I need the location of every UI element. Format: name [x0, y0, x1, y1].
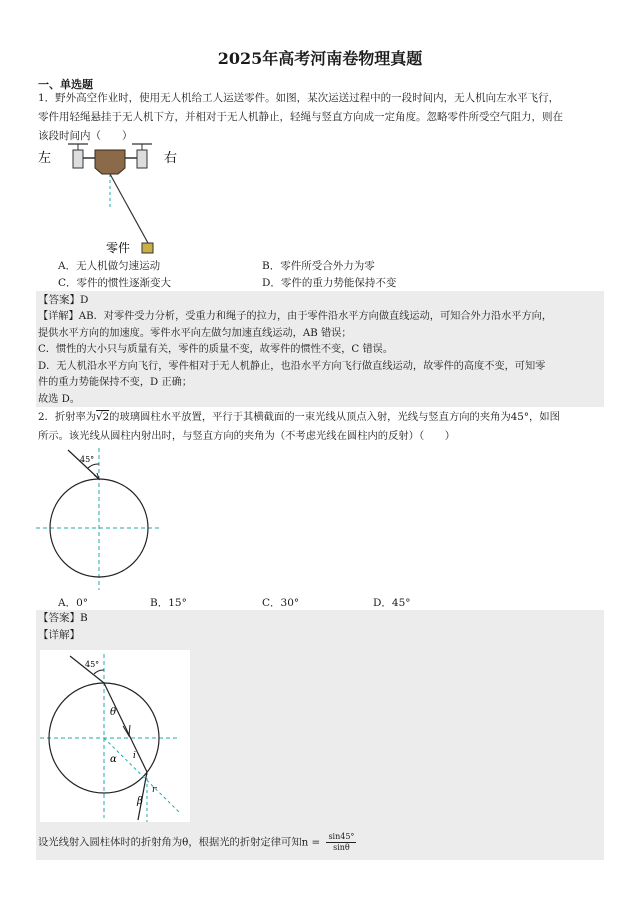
beta-label: β — [137, 796, 143, 807]
q1-option-b[interactable]: B．零件所受合外力为零 — [262, 260, 375, 272]
q2-cylinder-figure — [36, 448, 166, 590]
q2-stem-b: 的玻璃圆柱水平放置，平行于其横截面的一束光线从顶点入射，光线与竖直方向的夹角为45°，如图 — [109, 411, 560, 423]
q2-stem-line2: 所示。该光线从圆柱内射出时，与竖直方向的夹角为（不考虑光线在圆柱内的反射）（ ） — [38, 430, 456, 442]
q2-last-line: 设光线射入圆柱体时的折射角为θ，根据光的折射定律可知n = — [38, 836, 321, 849]
q2-option-c[interactable]: C．30° — [262, 597, 300, 609]
q2-stem — [38, 408, 618, 446]
q1-detail-line: C．惯性的大小只与质量有关，零件的质量不变，故零件的惯性不变，C 错误。 — [38, 344, 394, 355]
q1-detail-line: 件的重力势能保持不变，D 正确； — [38, 377, 193, 388]
page-title: 2025年高考河南卷物理真题 — [217, 49, 423, 68]
q2-option-d[interactable]: D．45° — [373, 597, 411, 609]
q1-option-d[interactable]: D．零件的重力势能保持不变 — [262, 277, 397, 289]
angle-arc — [94, 670, 104, 674]
label-left: 左 — [38, 151, 52, 166]
q1-detail-line: 【详解】AB．对零件受力分析，受重力和绳子的拉力，由于零件沿水平方向做直线运动，可知合外力沿水平方向， — [38, 311, 553, 322]
q2-stem-a: 2．折射率为 — [38, 411, 97, 423]
q2-answer-block — [36, 610, 604, 860]
q2-solution-figure — [40, 650, 190, 822]
q1-stem-line: 零件用轻绳悬挂于无人机下方，并相对于无人机静止，轻绳与竖直方向成一定角度。忽略零件所受空气阻力，则在 — [38, 111, 563, 123]
q1-drone-figure — [36, 140, 196, 258]
q1-answer-block — [36, 291, 604, 407]
q2-option-a[interactable]: A．0° — [58, 597, 89, 609]
q1-stem-line: 该段时间内（ ） — [38, 130, 133, 142]
q2-detail-label: 【详解】 — [38, 629, 80, 641]
q2-sqrt: √2 — [96, 411, 110, 423]
q1-stem-line: 1．野外高空作业时，使用无人机给工人运送零件。如图，某次运送过程中的一段时间内，无人机向左水平飞行， — [38, 92, 560, 104]
q1-option-c[interactable]: C．零件的惯性逐渐变大 — [58, 277, 172, 289]
label-part: 零件 — [106, 241, 131, 255]
q1-detail-line: 故选 D。 — [38, 393, 80, 405]
angle-arc — [88, 464, 99, 468]
q2-formula-line — [38, 832, 356, 853]
fraction — [326, 832, 356, 853]
q1-option-a[interactable]: A．无人机做匀速运动 — [58, 260, 161, 272]
q1-detail-line: 提供水平方向的加速度。零件水平向左做匀加速直线运动，AB 错误； — [38, 327, 352, 339]
i-label: i — [133, 751, 136, 761]
fraction-denominator: sinθ — [333, 843, 350, 852]
fraction-numerator: sin45° — [328, 832, 355, 841]
rope — [110, 174, 148, 243]
q1-stem — [38, 89, 618, 146]
q2-option-b[interactable]: B．15° — [150, 597, 187, 609]
q1-detail-line: D．无人机沿水平方向飞行，零件相对于无人机静止，也沿水平方向飞行做直线运动，故零件的高度不变，可知零 — [38, 360, 546, 372]
section-heading: 一、单选题 — [38, 78, 93, 91]
q1-answer: 【答案】D — [38, 294, 89, 306]
angle-label: 45° — [80, 455, 95, 464]
r-label: r — [152, 785, 157, 795]
angle-label: 45° — [85, 660, 100, 669]
q2-stem-line1 — [38, 408, 618, 427]
label-right: 右 — [164, 151, 178, 166]
alpha-label: α — [110, 754, 117, 765]
q2-answer: 【答案】B — [38, 612, 88, 624]
drone-icon — [68, 144, 152, 174]
theta-label: θ — [110, 707, 117, 718]
part-box — [142, 243, 153, 253]
